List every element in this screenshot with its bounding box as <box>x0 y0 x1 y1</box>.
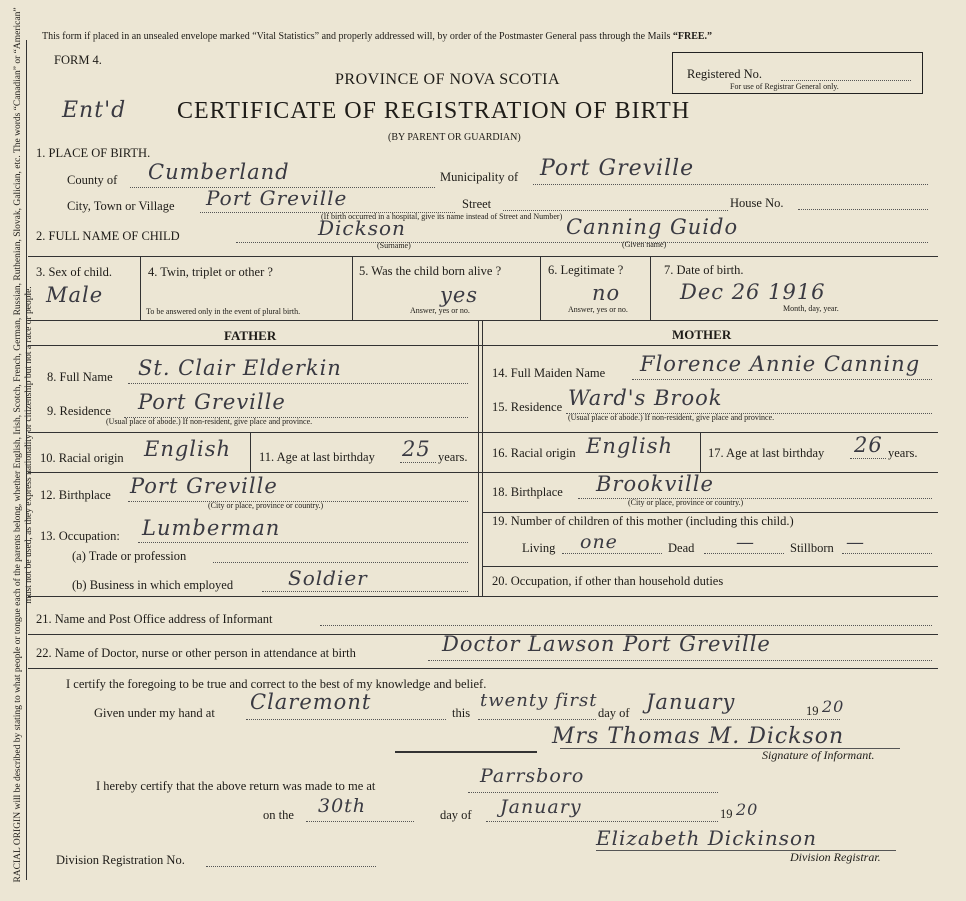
mother-age: 26 <box>854 433 883 457</box>
children-count-label: 19. Number of children of this mother (including this child.) <box>492 514 794 528</box>
father-occupation-line <box>138 542 468 543</box>
father-heading: FATHER <box>224 328 277 343</box>
registrar-month: January <box>500 796 582 818</box>
col-sep-1 <box>140 256 141 320</box>
alive-note: Answer, yes or no. <box>410 306 470 315</box>
rule-racial-top <box>28 432 938 433</box>
dead-label: Dead <box>668 541 695 555</box>
mother-name-line <box>632 379 932 380</box>
hospital-note: (If birth occurred in a hospital, give its name instead of Street and Number) <box>321 212 563 221</box>
mother-age-line <box>850 458 886 459</box>
registrar-day: 30th <box>318 795 367 817</box>
mother-birthplace-label: 18. Birthplace <box>492 485 563 499</box>
father-birthplace-label: 12. Birthplace <box>40 488 111 502</box>
living-label: Living <box>522 541 556 555</box>
center-rule <box>395 751 537 753</box>
father-residence-note: (Usual place of abode.) If non-resident, give place and province. <box>106 417 313 426</box>
father-occupation: Lumberman <box>142 516 281 540</box>
mother-residence: Ward's Brook <box>568 386 723 410</box>
municipality-line <box>533 184 928 185</box>
month-line <box>640 719 840 720</box>
father-name-line <box>128 383 468 384</box>
living-value: one <box>580 531 618 553</box>
doctor-line <box>428 660 932 661</box>
given-under-label: Given under my hand at <box>94 706 215 720</box>
stillborn-line <box>842 553 932 554</box>
entd-annotation: Ent'd <box>62 98 127 123</box>
father-birthplace: Port Greville <box>130 474 278 498</box>
racial-origin-margin-note: RACIAL ORIGIN will be described by stating to what people or tongue each of the parents belong, whether English, Irish, Scotch, French, German, Russian, Ruthenian, Slovak, Galician, etc. The words “Canadian” or “American” must not be used, as they express nationality or citizenship but not a race or people. <box>13 7 34 883</box>
registrar-place: Parrsboro <box>480 765 585 787</box>
rule-heading <box>28 345 938 346</box>
legit-note: Answer, yes or no. <box>568 305 628 314</box>
mail-note <box>42 31 712 42</box>
given-place-line <box>246 719 446 720</box>
city-label: City, Town or Village <box>67 199 175 213</box>
place-of-birth-label: 1. PLACE OF BIRTH. <box>36 146 151 160</box>
informant-label: 21. Name and Post Office address of Informant <box>36 612 273 626</box>
registered-sub: For use of Registrar General only. <box>730 82 839 91</box>
signature-of-informant-label: Signature of Informant. <box>762 748 875 762</box>
mother-birthplace-note: (City or place, province or country.) <box>628 498 744 507</box>
dob-note: Month, day, year. <box>783 304 839 313</box>
trade-label: (a) Trade or profession <box>72 549 187 563</box>
child-surname: Dickson <box>318 216 406 240</box>
alive-label: 5. Was the child born alive ? <box>359 264 502 278</box>
mail-note-free: “FREE.” <box>672 31 713 42</box>
registrar-signature: Elizabeth Dickinson <box>596 826 817 850</box>
this-label: this <box>452 706 471 720</box>
col-sep-4 <box>650 256 651 320</box>
twin-note: To be answered only in the event of plural birth. <box>146 307 301 316</box>
father-age-sep <box>250 432 251 472</box>
living-line <box>562 553 662 554</box>
twin-label: 4. Twin, triplet or other ? <box>148 265 273 279</box>
rule-racial-bottom <box>28 472 938 473</box>
col-sep-3 <box>540 256 541 320</box>
mother-name-label: 14. Full Maiden Name <box>492 366 606 380</box>
page-title: CERTIFICATE OF REGISTRATION OF BIRTH <box>177 98 691 124</box>
house-line <box>798 209 928 210</box>
certify-day-of-label: day of <box>598 706 630 720</box>
registrar-day-line <box>306 821 414 822</box>
father-occupation-label: 13. Occupation: <box>40 529 120 543</box>
father-residence-label: 9. Residence <box>47 404 111 418</box>
father-racial: English <box>144 437 232 461</box>
father-age-line <box>400 462 436 463</box>
mail-note-text: This form if placed in an unsealed envelope marked “Vital Statistics” and properly addressed will, by order of the Postmaster General pass through the Mails <box>42 31 671 42</box>
house-label: House No. <box>730 196 784 210</box>
father-business: Soldier <box>288 566 368 590</box>
registrar-certify-text: I hereby certify that the above return was made to me at <box>96 779 376 793</box>
division-reg-no-line <box>206 866 376 867</box>
rule-mother-occupation <box>482 566 938 567</box>
parents-divider-2 <box>482 320 483 596</box>
certify-text: I certify the foregoing to be true and correct to the best of my knowledge and belief. <box>66 677 487 691</box>
father-age: 25 <box>402 437 431 461</box>
mother-heading: MOTHER <box>672 327 732 342</box>
surname-note: (Surname) <box>377 241 411 250</box>
given-name-note: (Given name) <box>622 240 667 249</box>
municipality-value: Port Greville <box>540 156 695 181</box>
dead-line <box>704 553 784 554</box>
on-the-label: on the <box>263 808 294 822</box>
dob-value: Dec 26 1916 <box>680 280 826 304</box>
city-value: Port Greville <box>206 186 348 210</box>
mother-residence-note: (Usual place of abode.) If non-resident, give place and province. <box>568 413 775 422</box>
business-line <box>262 591 468 592</box>
certify-month: January <box>646 690 736 714</box>
mother-occupation-label: 20. Occupation, if other than household duties <box>492 574 724 588</box>
parents-divider <box>478 320 479 596</box>
dead-value: — <box>736 532 755 553</box>
child-name-line <box>236 242 928 243</box>
child-name-label: 2. FULL NAME OF CHILD <box>36 229 180 243</box>
registrar-month-line <box>486 821 718 822</box>
county-label: County of <box>67 173 118 187</box>
col-sep-2 <box>352 256 353 320</box>
page-subtitle: (BY PARENT OR GUARDIAN) <box>388 132 521 143</box>
registered-label: Registered No. <box>687 67 762 81</box>
registrar-year-prefix: 19 <box>720 807 733 821</box>
given-place: Claremont <box>250 690 372 714</box>
municipality-label: Municipality of <box>440 170 519 184</box>
mother-residence-label: 15. Residence <box>492 400 563 414</box>
mother-age-sep <box>700 432 701 472</box>
certify-year-prefix: 19 <box>806 704 819 718</box>
registered-line <box>781 80 911 81</box>
form-number: FORM 4. <box>54 53 102 67</box>
registrar-day-of-label: day of <box>440 808 472 822</box>
mother-birthplace: Brookville <box>596 472 714 496</box>
legit-value: no <box>592 281 621 305</box>
alive-value: yes <box>440 283 479 307</box>
doctor-value: Doctor Lawson Port Greville <box>442 632 771 656</box>
sex-value: Male <box>46 283 104 307</box>
street-label: Street <box>462 197 492 211</box>
doctor-label: 22. Name of Doctor, nurse or other person in attendance at birth <box>36 646 356 660</box>
rule-doctor <box>28 668 938 669</box>
rule-mother-children <box>482 512 938 513</box>
rule-parents-bottom <box>28 596 938 597</box>
child-given-name: Canning Guido <box>566 215 739 239</box>
father-age-label: 11. Age at last birthday <box>259 450 375 464</box>
certify-year-suffix: 20 <box>822 697 845 716</box>
registered-number-box <box>672 52 923 94</box>
rule-top <box>28 256 938 257</box>
mother-racial-label: 16. Racial origin <box>492 446 576 460</box>
division-registrar-label: Division Registrar. <box>790 850 881 864</box>
father-years: years. <box>438 450 468 464</box>
rule-mid <box>28 320 938 321</box>
father-name-label: 8. Full Name <box>47 370 113 384</box>
registrar-year-suffix: 20 <box>736 800 759 819</box>
informant-line <box>320 625 932 626</box>
sex-label: 3. Sex of child. <box>36 265 113 279</box>
father-name: St. Clair Elderkin <box>138 356 342 380</box>
county-value: Cumberland <box>148 160 290 184</box>
day-line <box>478 719 596 720</box>
stillborn-label: Stillborn <box>790 541 834 555</box>
trade-line <box>213 562 468 563</box>
division-reg-no-label: Division Registration No. <box>56 853 185 867</box>
business-label: (b) Business in which employed <box>72 578 234 592</box>
certify-day: twenty first <box>480 690 598 711</box>
mother-racial: English <box>586 434 674 458</box>
father-birthplace-note: (City or place, province or country.) <box>208 501 324 510</box>
legit-label: 6. Legitimate ? <box>548 263 624 277</box>
registrar-place-line <box>468 792 718 793</box>
mother-years: years. <box>888 446 918 460</box>
informant-signature: Mrs Thomas M. Dickson <box>552 724 845 749</box>
father-racial-label: 10. Racial origin <box>40 451 124 465</box>
margin-divider <box>26 40 27 880</box>
stillborn-value: — <box>846 532 865 553</box>
dob-label: 7. Date of birth. <box>664 263 744 277</box>
mother-age-label: 17. Age at last birthday <box>708 446 825 460</box>
father-residence: Port Greville <box>138 390 286 414</box>
province-heading: PROVINCE OF NOVA SCOTIA <box>335 71 561 88</box>
street-line <box>503 210 728 211</box>
mother-name: Florence Annie Canning <box>640 352 921 376</box>
